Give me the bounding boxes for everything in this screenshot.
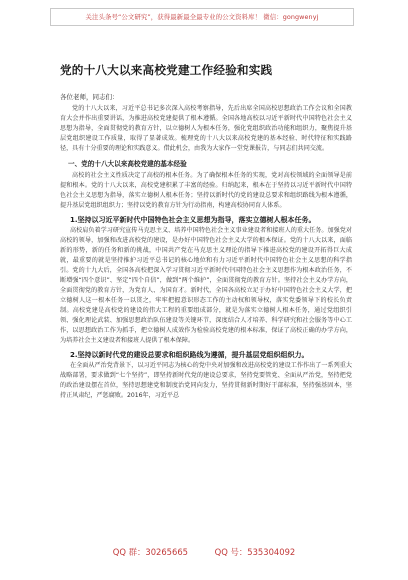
contact-footer	[0, 546, 408, 558]
subsection-heading-2: 2.坚持以新时代党的建设总要求和组织路线为遵循，提升基层党组织组织力。	[70, 351, 309, 359]
section-heading: 一、党的十八大以来高校党建的基本经验	[68, 160, 187, 168]
subsection-heading-1: 1.坚持以习近平新时代中国特色社会主义思想为指导，落实立德树人根本任务。	[70, 216, 316, 224]
subsection-paragraph-1: 高校肩负着学习研究宣传马克思主义、培养中国特色社会主义事业建设者和接班人的重大任务。加强党对高校的领导，加强和改进高校党的建设，是办好中国特色社会主义大学的根本保证。党的十八大以来，面临新的形势，新的任务和新的挑战，中国共产党在马克思主义理论的指导下推进高校党的建设开拓得巨大成就，最重要的就是坚持推护习近平总书记的核心地位和有力习近平新时代中国特色社会主义思想的科学指引。党的十九大后，全国各高校把深入学习贯彻习近平新时代中国特色社会主义思想作为根本政治任务，不断增强“四个意识”、坚定“四个自信”，做到“两个维护”，全面贯彻党的教育方针。坚持社会主义办学方向，全面贯彻党的教育方针，为党育人、为国育才。新时代，全国各高校立足于办好中国特色社会主义大学，把立德树人这一根本任务一以贯之，牢牢把握意识形态工作的主动权和领导权，落实党委领导下的校长负责制。高校党建是高校党的建设的伟大工程的重要组成部分，就是为落实立德树人根本任务，通过党组织引领、强化理论武装、加强思想政治队伍建设等关键环节，深度结合人才培养、科学研究和社会服务等中心工作，以思想政治工作为抓手，把立德树人成效作为检验高校党建的根本标准，保证了高校正确的办学方向，为培养社会主义建设者和接班人提供了根本保障。	[60, 227, 352, 344]
page-title: 党的十八大以来高校党建工作经验和实践	[60, 63, 273, 77]
qq-group-label: QQ 群：30265665	[112, 547, 188, 557]
document-body	[60, 62, 352, 403]
subsection-paragraph-2: 在全面从严治党背景下，以习近平同志为核心的党中央对加强和改进高校党的建设工作作出了一系列重大战略部署，要求做到“七个坚持”，即坚持新时代党的建设总要求，坚持党要管党、全面从严治党，坚持把党的政治建设摆在首位，坚持思想建党和制度治党同向发力，坚持贯彻新时期好干部标准，坚持强基固本，坚持正风肃纪，严惩腐败。2016年，习近平总	[60, 362, 352, 399]
section-paragraph: 高校的社会主义性质决定了高校的根本任务。为了确保根本任务的实现，党对高校领域的全面领导是前提和根本。党的十八大以来，高校党建积累了丰富的经验。归纳起来，根本在于坚持以习近平新时代中国特色社会主义思想为指导，落实立德树人根本任务；坚持以新时代的党的建设总要求和组织路线为根本遵循，提升基层党组织组织力；坚持以党的教育方针为行动指南，构建高校协同育人体系。	[60, 172, 352, 209]
qq-number-label: QQ 号：535304092	[214, 547, 296, 557]
promo-banner: 关注头条号“公文研究”，获得最新最全最专业的公文资料库！ 微信：gongwenyj	[50, 8, 354, 26]
salutation: 各位老师，同志们：	[60, 93, 119, 101]
intro-paragraph: 党的十八大以来，习近平总书记多次深入高校考察指导，先后出席全国高校思想政治工作会议和全国教育大会并作出重要讲话，为推进高校党建提供了根本遵循。全国各地高校以习近平新时代中国特色社会主义思想为指导，全面贯彻党的教育方针，以立德树人为根本任务，强化党组织政治功能和组织力，聚焦提升基层党组织建设工作质量，取得了显著成效。梳理党的十八大以来高校党建的基本经验、时代特征和实践路径，具有十分重要的理论和实践意义。借此机会，由我为大家作一堂党课报告，与同志们共同交流。	[60, 105, 352, 152]
